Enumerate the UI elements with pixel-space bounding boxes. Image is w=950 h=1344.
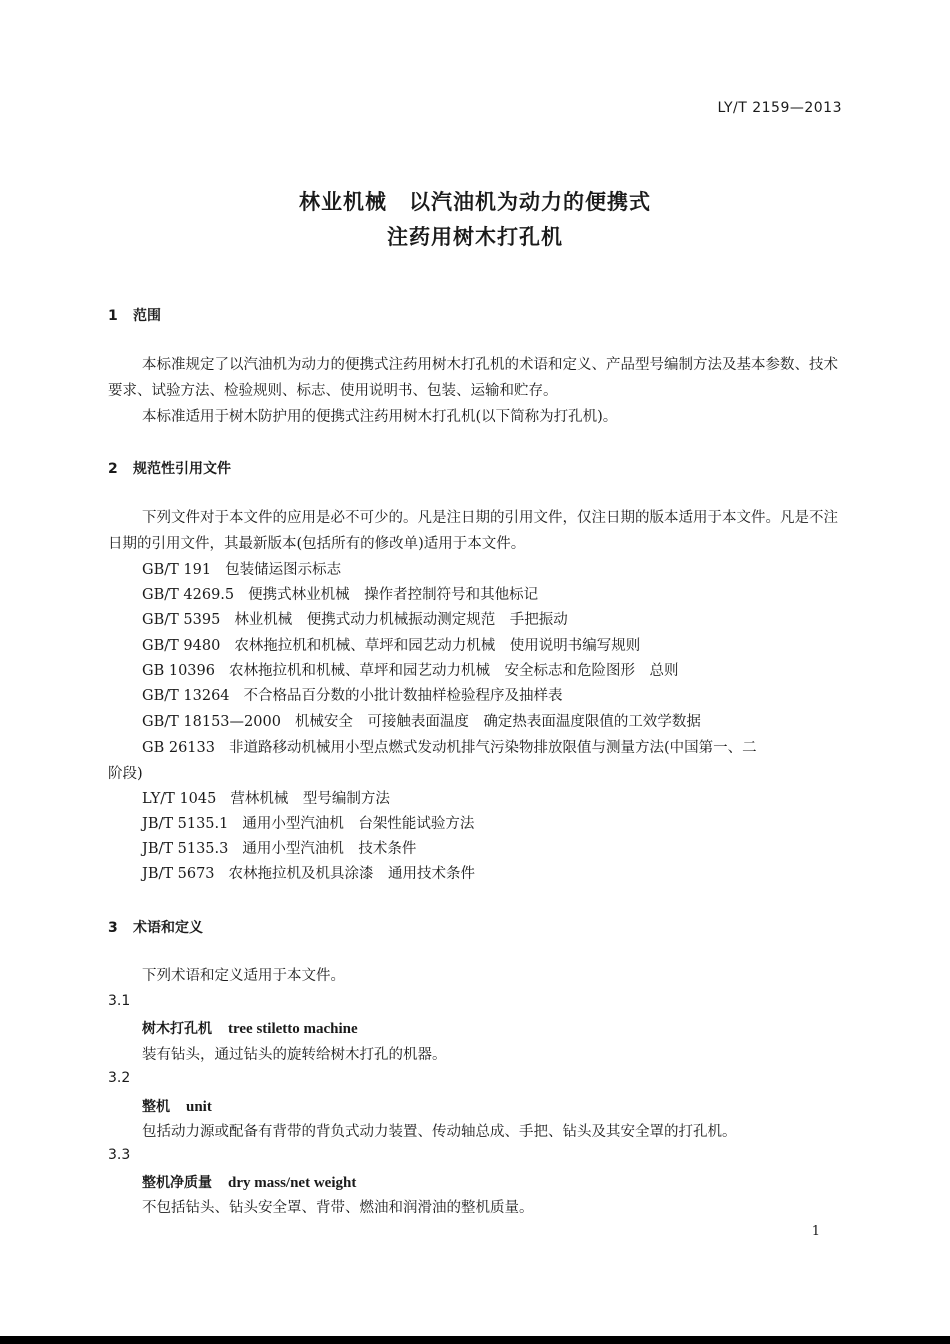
page-bottom-border [0,1336,950,1344]
reference-item [142,558,341,579]
section-2-heading [108,458,231,478]
term-definition: 装有钻头，通过钻头的旋转给树木打孔的机器。 [142,1047,447,1063]
reference-item [142,837,416,858]
term-english: tree stiletto machine [228,1021,358,1037]
reference-title: 便携式林业机械 操作者控制符号和其他标记 [248,587,539,603]
reference-code: GB/T 13264 [142,688,230,704]
term-chinese: 整机净质量 [142,1175,212,1191]
reference-code: JB/T 5673 [142,866,215,882]
document-title-line1: 林业机械 以汽油机为动力的便携式 [299,190,651,214]
reference-code: GB 10396 [142,663,215,679]
section-number: 2 [108,461,118,477]
reference-item [142,812,474,833]
reference-item [142,659,678,680]
term-english: dry mass/net weight [228,1175,357,1191]
reference-item [142,608,568,629]
reference-item [142,684,563,705]
page-number: 1 [811,1224,820,1239]
reference-code: LY/T 1045 [142,791,217,807]
reference-item [142,583,538,604]
reference-code: GB/T 5395 [142,612,221,628]
reference-title: 农林拖拉机及机具涂漆 通用技术条件 [228,866,476,882]
document-title-line2: 注药用树木打孔机 [387,225,563,249]
reference-code: GB/T 191 [142,562,212,578]
reference-title: 机械安全 可接触表面温度 确定热表面温度限值的工效学数据 [294,714,701,730]
section-title: 范围 [133,308,161,324]
reference-item [142,710,701,731]
term-english: unit [186,1099,212,1115]
term-heading [142,1172,356,1192]
reference-title: 农林拖拉机和机械、草坪和园艺动力机械 使用说明书编写规则 [234,638,641,654]
reference-title: 非道路移动机械用小型点燃式发动机排气污染物排放限值与测量方法(中国第一、二 [228,740,757,756]
section-1-paragraph-1: 本标准规定了以汽油机为动力的便携式注药用树木打孔机的术语和定义、产品型号编制方法及基本参数、技术要求、试验方法、检验规则、标志、使用说明书、包装、运输和贮存。 [108,357,838,399]
term-definition: 包括动力源或配备有背带的背负式动力装置、传动轴总成、手把、钻头及其安全罩的打孔机。 [142,1124,737,1140]
term-number: 3.3 [108,1147,131,1163]
reference-title: 林业机械 便携式动力机械振动测定规范 手把振动 [234,612,568,628]
section-number: 3 [108,920,118,936]
reference-title: 不合格品百分数的小批计数抽样检验程序及抽样表 [243,688,563,704]
section-title: 术语和定义 [133,920,203,936]
reference-title: 包装储运图示标志 [225,562,342,578]
term-definition: 不包括钻头、钻头安全罩、背带、燃油和润滑油的整机质量。 [142,1200,534,1216]
reference-title-continuation: 阶段) [108,766,143,782]
reference-code: GB 26133 [142,740,215,756]
section-number: 1 [108,308,118,324]
reference-item [142,634,640,655]
term-chinese: 树木打孔机 [142,1021,212,1037]
reference-code: GB/T 4269.5 [142,587,235,603]
reference-item [142,862,475,883]
reference-title: 农林拖拉机和机械、草坪和园艺动力机械 安全标志和危险图形 总则 [228,663,679,679]
reference-title: 通用小型汽油机 技术条件 [242,841,417,857]
section-2-intro: 下列文件对于本文件的应用是必不可少的。凡是注日期的引用文件，仅注日期的版本适用于本文件。凡是不注日期的引用文件，其最新版本(包括所有的修改单)适用于本文件。 [108,510,838,552]
reference-code: GB/T 18153—2000 [142,714,281,730]
reference-code: GB/T 9480 [142,638,221,654]
term-chinese: 整机 [142,1099,170,1115]
term-number: 3.1 [108,993,131,1009]
reference-code: JB/T 5135.1 [142,816,229,832]
section-1-paragraph-2: 本标准适用于树木防护用的便携式注药用树木打孔机(以下简称为打孔机)。 [142,409,618,425]
term-heading [142,1096,212,1116]
reference-title: 通用小型汽油机 台架性能试验方法 [242,816,475,832]
standard-number: LY/T 2159—2013 [717,100,842,116]
reference-item [142,736,757,757]
term-heading [142,1018,358,1038]
term-number: 3.2 [108,1070,131,1086]
section-3-heading [108,917,203,937]
section-3-intro: 下列术语和定义适用于本文件。 [142,968,345,984]
reference-code: JB/T 5135.3 [142,841,229,857]
section-title: 规范性引用文件 [133,461,231,477]
section-1-heading [108,305,161,325]
reference-title: 营林机械 型号编制方法 [230,791,390,807]
reference-item [142,787,390,808]
